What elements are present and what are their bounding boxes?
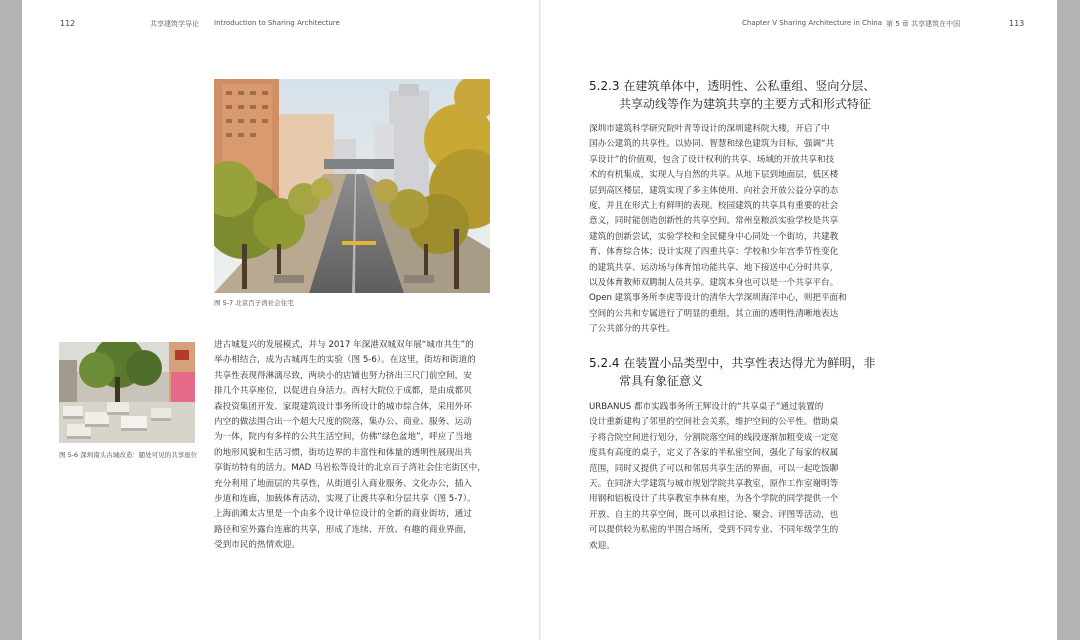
text-line: 欢迎。 xyxy=(589,540,615,551)
text-line: Open 建筑事务所李虎等设计的清华大学深圳海洋中心，则把平面和 xyxy=(589,293,847,304)
text-line: 进古城复兴的发展模式，并与 2017 年深港双城双年展“城市共生”的 xyxy=(214,340,474,350)
section-5-2-4-paragraph xyxy=(589,400,865,554)
text-line: 度，并且在形式上有鲜明的表现。校园建筑的共享具有重要的社会 xyxy=(589,201,839,212)
text-line: 享设计”的价值观，包含了设计权利的共享、场域的开放共享和技 xyxy=(589,154,835,165)
section-title-line: 5.2.4 在装置小品类型中，共享性表达得尤为鲜明，非 xyxy=(589,356,876,370)
left-header-title-cn: 共享建筑学导论 xyxy=(150,20,199,28)
text-line: URBANUS 都市实践事务所王辉设计的“共享桌子”通过装置的 xyxy=(589,402,824,412)
text-line: 的地形风貌和生活习惯，街坊边界的丰富性和体量的透明性展现出共 xyxy=(214,447,472,458)
text-line: 育、体育综合体；设计实现了四重共享：学校和少年宫季节性变化 xyxy=(589,247,839,258)
text-line: 建筑的创新尝试，实验学校和全民健身中心同处一个街坊，共建教 xyxy=(589,231,839,242)
text-line: 层到高区楼层，建筑实现了多主体使用、向社会开放公益分享的态 xyxy=(589,185,839,196)
right-page-number: 113 xyxy=(1009,19,1025,28)
text-line: 术的有机集成，实现人与自然的共享。从地下层到地面层，低区楼 xyxy=(589,170,839,181)
text-line: 空间的公共和专属进行了明显的重组，其立面的透明性清晰地表达 xyxy=(589,308,839,319)
right-header-chapter-cn: 第 5 章 共享建筑在中国 xyxy=(886,20,961,28)
text-line: 步道和连廊，加载体育活动，实现了让渡共享和分层共享（图 5-7）。 xyxy=(214,494,476,505)
text-line: 森投资集团开发、家琨建筑设计事务所设计的城市综合体，采用外环 xyxy=(214,401,472,412)
text-line: 以及体育教师双聘制人员共享。建筑本身也可以是一个共享平台。 xyxy=(589,278,839,289)
text-line: 可以提供较为私密的半围合场所，受到不同专业、不同年级学生的 xyxy=(589,525,839,536)
figure-5-6-photo xyxy=(59,342,195,443)
text-line: 意义，同时能创造创新性的共享空间。常州皇粮浜实验学校是共享 xyxy=(589,216,839,227)
text-line: 国办公建筑的共享性。以协同、智慧和绿色建筑为目标，强调“共 xyxy=(589,139,835,150)
figure-5-7-photo xyxy=(214,79,490,293)
left-body-paragraph xyxy=(214,338,492,554)
text-line: 共享性表现得淋漓尽致，两块小的店铺也努力挤出三尺门前空间，安 xyxy=(214,370,472,381)
section-5-2-3-title xyxy=(589,77,875,113)
section-title-line: 常具有象征意义 xyxy=(619,374,704,388)
text-line: 内空的做法围合出一个超大尺度的院落，集办公、商业、服务、运动 xyxy=(214,417,472,428)
text-line: 路径和室外露台连廊的共享，形成了连续、开放、有趣的商业界面， xyxy=(214,524,472,535)
section-5-2-4-title xyxy=(589,354,875,390)
text-line: 排几个共享座位，以促进自身活力。西村大院位于成都，是由成都贝 xyxy=(214,386,472,397)
section-5-2-3-paragraph xyxy=(589,122,865,338)
text-line: 设计重新建构了邻里的空间社会关系，维护空间的公平性。借助桌 xyxy=(589,417,839,428)
text-line: 了公共部分的共享性。 xyxy=(589,324,675,335)
text-line: 上海前滩太古里是一个由多个设计单位设计的全新的商业街坊，通过 xyxy=(214,509,472,520)
left-header-title-en: Introduction to Sharing Architecture xyxy=(214,19,340,27)
figure-5-6-caption: 图 5-6 深圳南头古城改造：随处可见的共享座位 xyxy=(59,451,198,459)
right-page xyxy=(541,0,1057,640)
figure-5-7-caption: 图 5-7 北京百子湾社会住宅 xyxy=(214,299,294,307)
text-line: 开放、自主的共享空间，既可以承担讨论、聚会、评图等活动，也 xyxy=(589,509,839,520)
text-line: 天。在同济大学建筑与城市规划学院共享教室，原作工作室谢明等 xyxy=(589,479,839,490)
section-title-line: 共享动线等作为建筑共享的主要方式和形式特征 xyxy=(619,97,872,111)
text-line: 深圳市建筑科学研究院叶青等设计的深圳建科院大楼，开启了中 xyxy=(589,124,830,134)
text-line: 为一体，院内有多样的公共生活空间，仿佛“绿色盆地”，呼应了当地 xyxy=(214,432,473,443)
text-line: 范围，同时又提供了可以和邻居共享生活的界面，可以一起吃饭聊 xyxy=(589,463,839,474)
text-line: 度具有高度的桌子，定义了各家的半私密空间，强化了每家的权属 xyxy=(589,448,839,459)
text-line: 充分利用了地面层的共享性，从街道引入商业服务、文化办公，插入 xyxy=(214,478,472,489)
text-line: 的建筑共享、运动场与体育馆功能共享、地下接送中心分时共享， xyxy=(589,262,839,273)
left-page xyxy=(22,0,540,640)
text-line: 用钢和铝板设计了共享教室李林有座，为各个学院的同学提供一个 xyxy=(589,494,839,505)
left-page-number: 112 xyxy=(60,19,76,28)
text-line: 举办相结合，成为古城再生的实验（图 5-6）。在这里，街坊和街道的 xyxy=(214,355,476,366)
right-header-chapter-en: Chapter V Sharing Architecture in China xyxy=(742,19,883,27)
section-title-line: 5.2.3 在建筑单体中，透明性、公私重组、竖向分层、 xyxy=(589,79,876,93)
text-line: 受到市民的热情欢迎。 xyxy=(214,540,300,551)
text-line: 享街坊特有的活力。MAD 马岩松等设计的北京百子湾社会住宅街区中， xyxy=(214,463,486,474)
text-line: 子将合院空间进行划分，分割院落空间的线段逐渐加粗变成一定宽 xyxy=(589,432,839,443)
